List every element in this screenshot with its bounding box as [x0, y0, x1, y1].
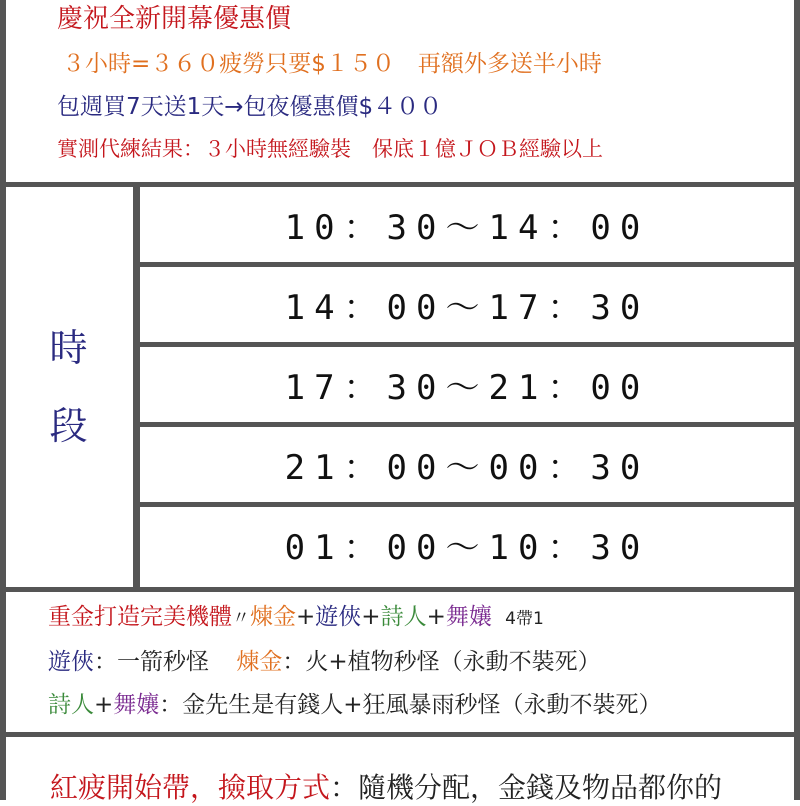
build-dancer: 舞孃	[445, 604, 492, 630]
promo-line-result: 實測代練結果：３小時無經驗裝 保底１億ＪＯＢ經驗以上	[57, 137, 603, 161]
build-mark: 〃	[232, 608, 250, 629]
ranger-label: 遊俠	[48, 649, 94, 675]
build-line-poet-dancer	[48, 686, 662, 719]
promo-line-hours: ３小時=３６０疲勞只要$１５０ 再額外多送半小時	[62, 51, 602, 77]
plus-sign: +	[361, 604, 381, 630]
plus-sign: +	[94, 692, 114, 718]
time-slot-1: 10：30～14：00	[284, 208, 650, 248]
time-label-char-2: 段	[49, 404, 88, 448]
time-slot-3: 17：30～21：00	[284, 368, 650, 408]
time-slot-4: 21：00～00：30	[284, 448, 650, 488]
build-line-ranger-alchemist	[48, 643, 601, 676]
divider-schedule	[0, 587, 800, 592]
time-slot-5: 01：00～10：30	[284, 528, 650, 568]
plus-sign: +	[296, 604, 316, 630]
build-party-prefix: 重金打造完美機體	[48, 604, 232, 630]
time-label	[5, 187, 132, 587]
build-party-suffix: 4帶1	[505, 609, 544, 629]
schedule-column-divider	[133, 187, 140, 587]
build-ranger: 遊俠	[315, 604, 362, 630]
alchemist-label: 煉金	[236, 649, 283, 675]
promo-title: 慶祝全新開幕優惠價	[57, 4, 292, 34]
poet-dancer-desc: ：金先生是有錢人+狂風暴雨秒怪（永動不裝死）	[159, 692, 662, 718]
plus-sign: +	[426, 604, 446, 630]
right-border	[794, 0, 800, 800]
build-alchemist: 煉金	[250, 604, 296, 630]
dancer-label: 舞孃	[113, 692, 160, 718]
time-label-char-1: 時	[49, 326, 88, 370]
promo-line-weekly: 包週買7天送1天→包夜優惠價$４００	[57, 94, 443, 120]
build-poet: 詩人	[380, 604, 427, 630]
alchemist-desc: ：火+植物秒怪（永動不裝死）	[282, 649, 601, 675]
ranger-desc: ：一箭秒怪	[94, 649, 209, 675]
loot-line	[50, 766, 722, 806]
divider-build	[0, 732, 800, 737]
build-line-party	[48, 598, 544, 631]
poet-label: 詩人	[48, 692, 94, 718]
loot-prefix: 紅疲開始帶，撿取方式	[50, 771, 331, 804]
time-slot-2: 14：00～17：30	[284, 288, 650, 328]
loot-text: ：隨機分配，金錢及物品都你的	[330, 771, 723, 804]
